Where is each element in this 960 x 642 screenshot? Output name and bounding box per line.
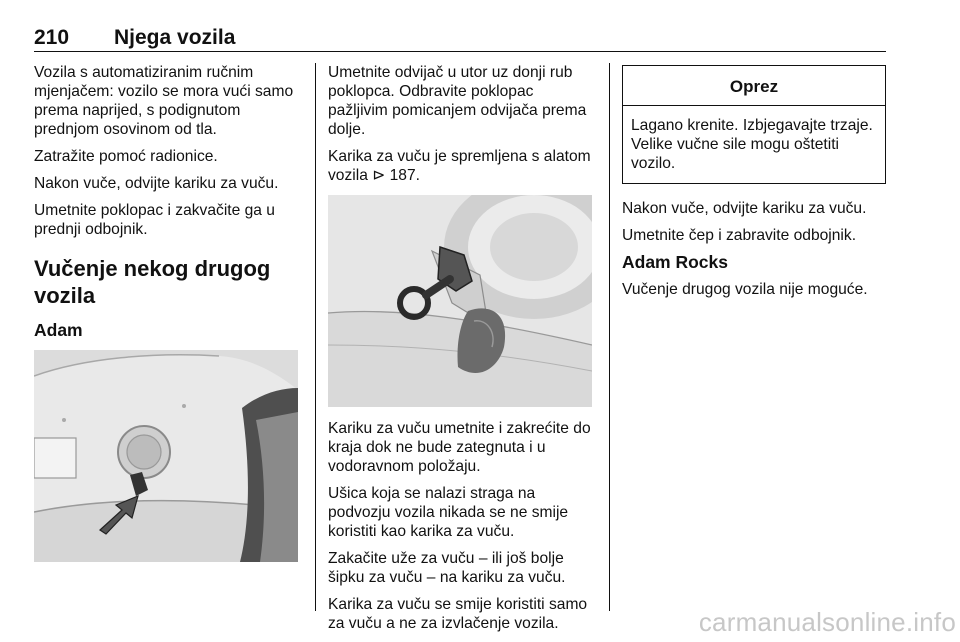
paragraph-towing-only: Karika za vuču se smije koristiti samo za vuču a ne za izvlačenje vozila. (328, 596, 588, 632)
column-middle (328, 63, 594, 641)
page-number: 210 (34, 26, 70, 49)
paragraph-underbody-eye: Ušica koja se nalazi straga na podvozju vozila nikada se ne smije koristiti kao karika za vuču. (328, 485, 569, 540)
paragraph-towing-not-possible: Vučenje drugog vozila nije moguće. (622, 281, 868, 298)
subheading-adam-rocks: Adam Rocks (622, 252, 729, 272)
paragraph-workshop: Zatražite pomoć radionice. (34, 148, 218, 165)
caution-box (622, 65, 886, 184)
section-title: Njega vozila (114, 26, 236, 49)
caution-title: Oprez (623, 66, 885, 106)
header-rule (34, 51, 886, 52)
paragraph-unscrew-after-towing: Nakon vuče, odvijte kariku za vuču. (622, 200, 867, 217)
column-right (622, 63, 886, 307)
towing-eye-figure (328, 195, 592, 407)
rear-bumper-figure (34, 350, 298, 562)
column-divider-2 (609, 63, 610, 611)
column-divider-1 (315, 63, 316, 611)
page-reference: 187. (389, 167, 420, 184)
caution-text: Lagano krenite. Izbjegavajte trzaje. Velike vučne sile mogu oštetiti vozilo. (631, 117, 873, 172)
heading-towing-other-vehicle: Vučenje nekog drugog vozila (34, 256, 271, 308)
paragraph-screwdriver: Umetnite odvijač u utor uz donji rub poklopca. Odbravite poklopac pažljivim pomicanjem odvijača prema dolje. (328, 64, 587, 138)
paragraph-insert-eye: Kariku za vuču umetnite i zakrećite do kraja dok ne bude zategnuta i u vodoravnom položaju. (328, 420, 591, 475)
paragraph-automatic-gearbox: Vozila s automatiziranim ručnim mjenjačem: vozilo se mora vući samo prema naprijed, s podignutom prednjom osovinom od tla. (34, 64, 294, 138)
paragraph-unscrew-eye: Nakon vuče, odvijte kariku za vuču. (34, 175, 279, 192)
subheading-adam: Adam (34, 320, 83, 340)
column-left (34, 63, 300, 574)
paragraph-insert-cover: Umetnite poklopac i zakvačite ga u prednji odbojnik. (34, 202, 275, 238)
paragraph-insert-plug: Umetnite čep i zabravite odbojnik. (622, 227, 857, 244)
paragraph-attach-rope: Zakačite uže za vuču – ili još bolje šipku za vuču – na kariku za vuču. (328, 550, 566, 586)
watermark: carmanualsonline.info (698, 607, 956, 637)
paragraph-eye-stored (328, 147, 594, 185)
page-reference-icon: ⊳ (372, 167, 386, 184)
eye-stored-text: Karika za vuču je spremljena s alatom vozila (328, 148, 591, 184)
